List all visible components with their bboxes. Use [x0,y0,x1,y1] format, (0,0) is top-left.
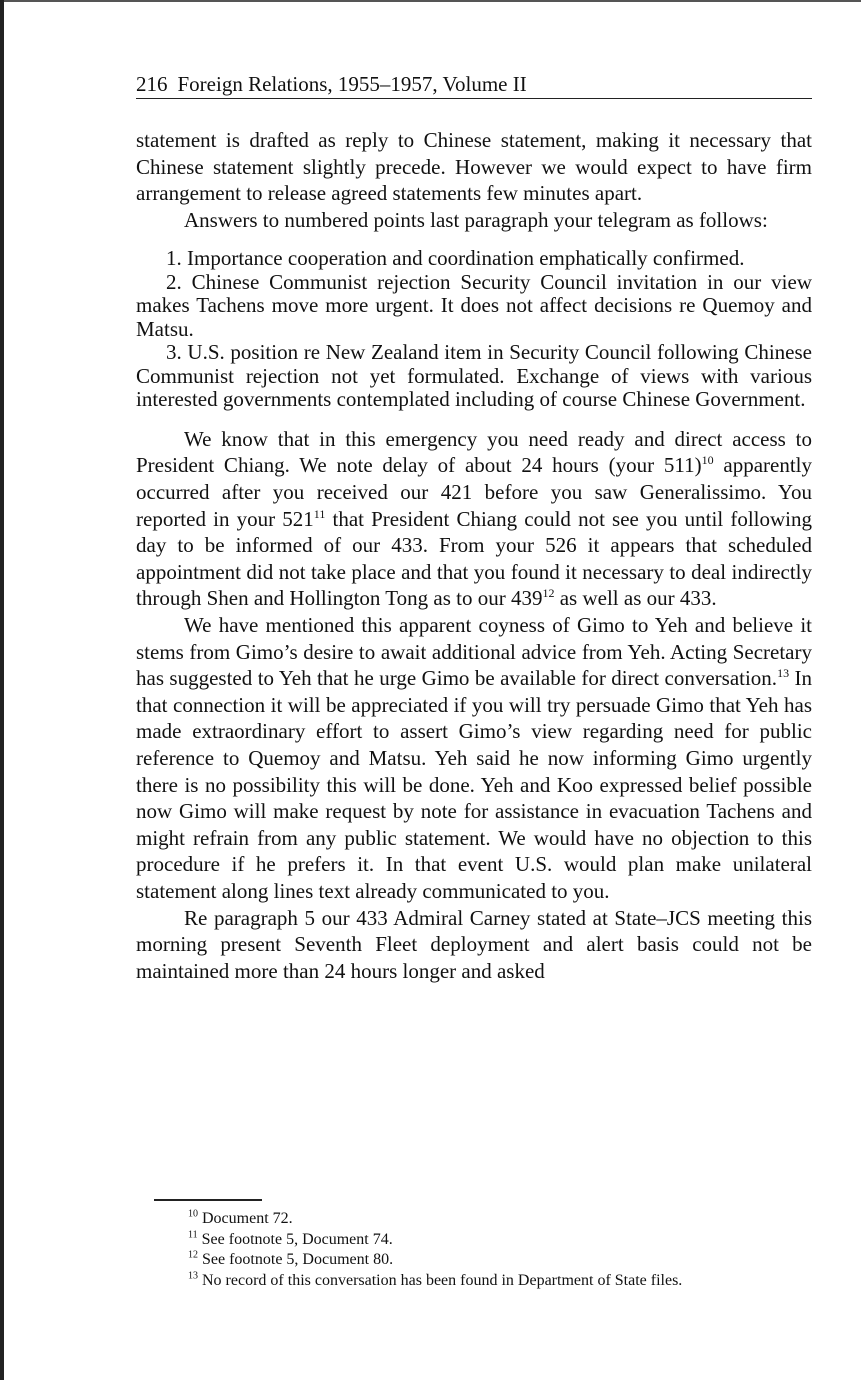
running-title: Foreign Relations, 1955–1957, Volume II [177,72,527,96]
footnote-ref: 13 [777,666,790,681]
page-left-edge [0,0,4,1380]
page-top-edge [0,0,861,2]
footnote: $^{13}$ No record of this conversation has been found in Department of State files. [188,1270,683,1289]
list-item: 1. Importance cooperation and coordination emphatically confirmed. [166,246,745,271]
list-item: 3. U.S. position re New Zealand item in Security Council following Chinese Communist rejection not yet formulated. Exchange of views with various interested governments contemplated including of course Chinese Government. [136,340,812,412]
footnote-ref: 10 [701,453,714,468]
paragraph-continued: statement is drafted as reply to Chinese statement, making it necessary that Chinese statement slightly precede. However we would expect to have firm arrangement to release agreed statements few minutes apart. [136,128,812,206]
list-item: 2. Chinese Communist rejection Security Council invitation in our view makes Tachens move more urgent. It does not affect decisions re Quemoy and Matsu. [136,269,812,341]
page-number: 216 [136,72,168,96]
paragraph-carney: Re paragraph 5 our 433 Admiral Carney stated at State–JCS meeting this morning present Seventh Fleet deployment and alert basis could not be maintained more than 24 hours longer and asked [136,905,812,983]
numbered-list [136,247,812,412]
footnote: $^{12}$ See footnote 5, Document 80. [188,1249,394,1268]
footnote: $^{10}$ Document 72. [188,1208,293,1227]
footnote-divider [154,1199,262,1201]
footnote: $^{11}$ See footnote 5, Document 74. [188,1229,393,1248]
paragraph-emergency-access: We know that in this emergency you need ready and direct access to President Chiang. We note delay of about 24 hours (your 511)$^{10}$ apparently occurred after you received our 421 before you saw Generalissimo. You reported in your $521^{11}$ that President Chiang could not see you until following day to be informed of our 433. From your 526 it appears that scheduled appointment did not take place and that you found it necessary to deal indirectly through Shen and Hollington Tong as to our $439^{12}$ as well as our 433. [136,426,812,611]
document-page [136,70,812,984]
paragraph-answers-intro: Answers to numbered points last paragraph your telegram as follows: [184,207,768,232]
footnote-ref: 11 [313,506,326,521]
footnote-ref: 12 [542,586,555,601]
footnotes [188,1209,838,1291]
running-header [136,70,812,99]
document-body [136,127,812,984]
paragraph-gimo-coyness: We have mentioned this apparent coyness of Gimo to Yeh and believe it stems from Gimo’s desire to await additional advice from Yeh. Acting Secretary has suggested to Yeh that he urge Gimo be available for direct conversation.$^{13}$ In that connection it will be appreciated if you will try persuade Gimo that Yeh has made extraordinary effort to assert Gimo’s view regarding need for public reference to Quemoy and Matsu. Yeh said he now informing Gimo urgently there is no possibility this will be done. Yeh and Koo expressed belief possible now Gimo will make request by note for assistance in evacuation Tachens and might refrain from any public statement. We would have no objection to this procedure if he prefers it. In that event U.S. would plan make unilateral statement along lines text already communicated to you. [136,613,812,903]
